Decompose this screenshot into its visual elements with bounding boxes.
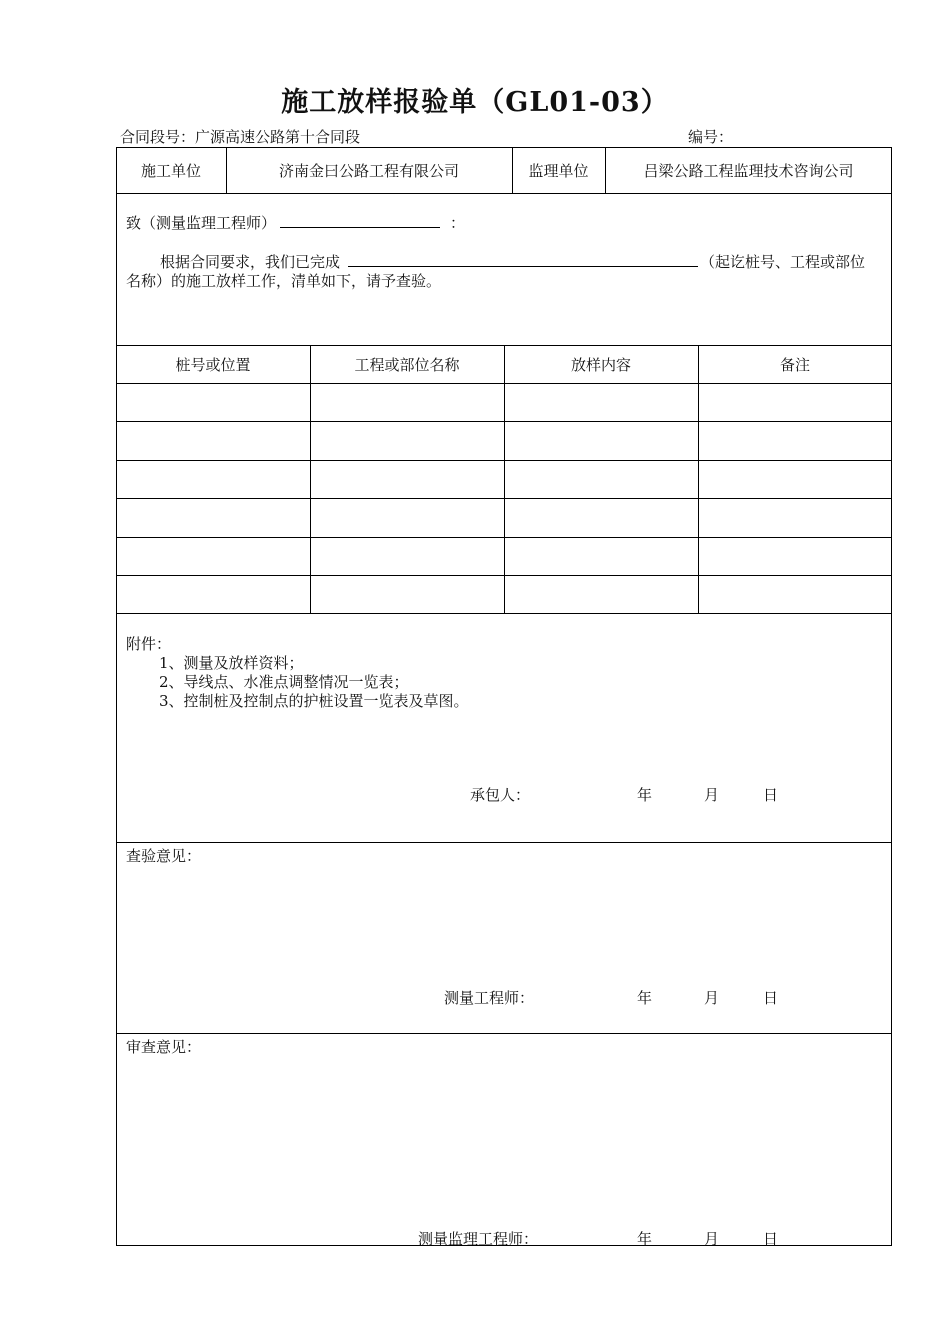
supervisor-value: 吕梁公路工程监理技术咨询公司 bbox=[643, 161, 854, 180]
rule-attachments bbox=[116, 842, 892, 843]
addressee-blank[interactable] bbox=[280, 227, 440, 228]
day-label: 日 bbox=[763, 989, 779, 1007]
attachment-item: 3、控制桩及控制点的护桩设置一览表及草图。 bbox=[159, 692, 469, 710]
inspection-label: 查验意见： bbox=[126, 847, 202, 865]
year-label: 年 bbox=[637, 1230, 653, 1248]
year-label: 年 bbox=[637, 786, 653, 804]
rule-v-table-2 bbox=[504, 345, 505, 613]
completion-line bbox=[160, 252, 865, 272]
contract-section: 合同段号：广源高速公路第十合同段 bbox=[120, 128, 361, 146]
contractor-value: 济南金曰公路工程有限公司 bbox=[278, 161, 459, 180]
rule-v-table-3 bbox=[698, 345, 699, 613]
supervisor-label: 监理单位 bbox=[528, 161, 589, 180]
inspector-signature-label: 测量工程师： bbox=[444, 989, 535, 1007]
review-label: 审查意见： bbox=[126, 1038, 202, 1056]
completion-prefix: 根据合同要求，我们已完成 bbox=[160, 253, 341, 271]
addressee-line bbox=[126, 213, 465, 233]
form-number-label: 编号： bbox=[688, 128, 734, 146]
addressee-prefix: 致（测量监理工程师） bbox=[126, 214, 277, 232]
addressee-suffix: ： bbox=[450, 214, 466, 232]
rule-inspection bbox=[116, 1033, 892, 1034]
completion-line-2: 名称）的施工放样工作，清单如下，请予查验。 bbox=[126, 272, 442, 290]
contractor-signature-label: 承包人： bbox=[470, 786, 531, 804]
page-title: 施工放样报验单（GL01-03） bbox=[281, 87, 669, 118]
col-header-layout-content: 放样内容 bbox=[570, 355, 631, 374]
day-label: 日 bbox=[763, 786, 779, 804]
completion-blank[interactable] bbox=[348, 266, 698, 267]
day-label: 日 bbox=[763, 1230, 779, 1248]
reviewer-signature-label: 测量监理工程师： bbox=[418, 1230, 539, 1248]
rule-table-end bbox=[116, 613, 892, 614]
month-label: 月 bbox=[704, 1230, 720, 1248]
attachments-label: 附件： bbox=[126, 635, 172, 653]
completion-suffix: （起讫桩号、工程或部位 bbox=[700, 253, 866, 271]
month-label: 月 bbox=[704, 989, 720, 1007]
attachment-item: 2、导线点、水准点调整情况一览表； bbox=[159, 673, 409, 691]
year-label: 年 bbox=[637, 989, 653, 1007]
col-header-remarks: 备注 bbox=[779, 355, 810, 374]
rule-v-table-1 bbox=[310, 345, 311, 613]
col-header-work-name: 工程或部位名称 bbox=[354, 355, 460, 374]
col-header-station: 桩号或位置 bbox=[175, 355, 251, 374]
attachment-item: 1、测量及放样资料； bbox=[159, 654, 304, 672]
rule-header bbox=[116, 193, 892, 194]
contractor-label: 施工单位 bbox=[140, 161, 201, 180]
month-label: 月 bbox=[704, 786, 720, 804]
